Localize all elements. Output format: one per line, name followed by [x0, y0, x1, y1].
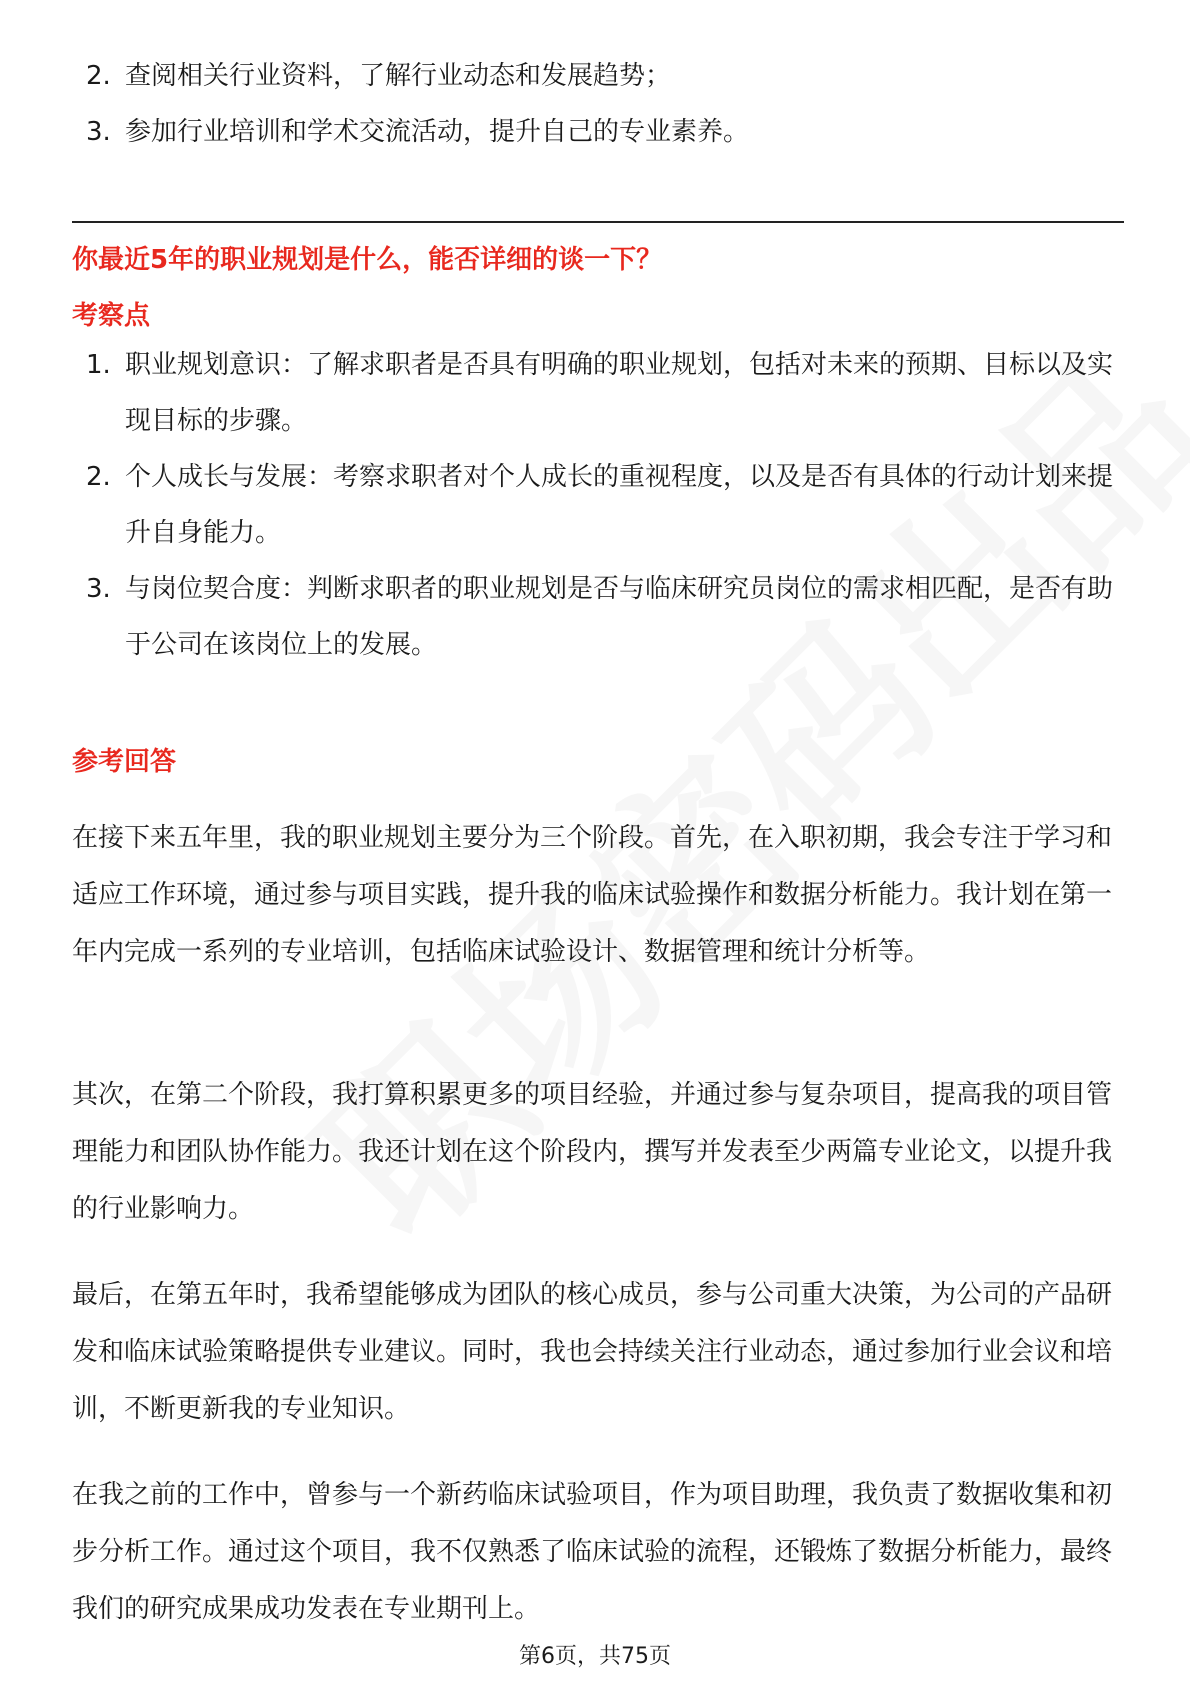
- list-item: [0, 48, 1115, 104]
- list-number: 2.: [86, 61, 111, 91]
- list-item: [0, 561, 1115, 673]
- answer-paragraph: 其次，在第二个阶段，我打算积累更多的项目经验，并通过参与复杂项目，提高我的项目管理能力和团队协作能力。我还计划在这个阶段内，撰写并发表至少两篇专业论文，以提升我的行业影响力。: [72, 1080, 1113, 1224]
- page-number: 第6页，共75页: [519, 1644, 671, 1669]
- list-text: 职业规划意识：了解求职者是否具有明确的职业规划，包括对未来的预期、目标以及实现目标的步骤。: [125, 350, 1114, 436]
- answer-label: 参考回答: [72, 747, 177, 777]
- answer-paragraph: 在接下来五年里，我的职业规划主要分为三个阶段。首先，在入职初期，我会专注于学习和适应工作环境，通过参与项目实践，提升我的临床试验操作和数据分析能力。我计划在第一年内完成一系列的专业培训，包括临床试验设计、数据管理和统计分析等。: [72, 823, 1113, 967]
- section-divider: [72, 221, 1124, 223]
- list-number: 1.: [86, 350, 111, 380]
- list-number: 3.: [86, 117, 111, 147]
- list-number: 2.: [86, 462, 111, 492]
- list-number: 3.: [86, 574, 111, 604]
- list-text: 与岗位契合度：判断求职者的职业规划是否与临床研究员岗位的需求相匹配，是否有助于公司在该岗位上的发展。: [125, 574, 1114, 660]
- list-item: [0, 337, 1115, 449]
- top-list: [0, 48, 1190, 160]
- list-item: [0, 104, 1115, 160]
- answer-paragraph: 最后，在第五年时，我希望能够成为团队的核心成员，参与公司重大决策，为公司的产品研发和临床试验策略提供专业建议。同时，我也会持续关注行业动态，通过参加行业会议和培训，不断更新我的专业知识。: [72, 1280, 1113, 1424]
- list-text: 个人成长与发展：考察求职者对个人成长的重视程度，以及是否有具体的行动计划来提升自身能力。: [125, 462, 1114, 548]
- assessment-label: 考察点: [72, 301, 151, 331]
- assessment-list: [0, 337, 1190, 673]
- answer-paragraph: 在我之前的工作中，曾参与一个新药临床试验项目，作为项目助理，我负责了数据收集和初步分析工作。通过这个项目，我不仅熟悉了临床试验的流程，还锻炼了数据分析能力，最终我们的研究成果成功发表在专业期刊上。: [72, 1480, 1113, 1624]
- list-text: 查阅相关行业资料，了解行业动态和发展趋势；: [125, 61, 672, 91]
- list-text: 参加行业培训和学术交流活动，提升自己的专业素养。: [125, 117, 750, 147]
- question-heading: 你最近5年的职业规划是什么，能否详细的谈一下？: [72, 245, 663, 275]
- list-item: [0, 449, 1115, 561]
